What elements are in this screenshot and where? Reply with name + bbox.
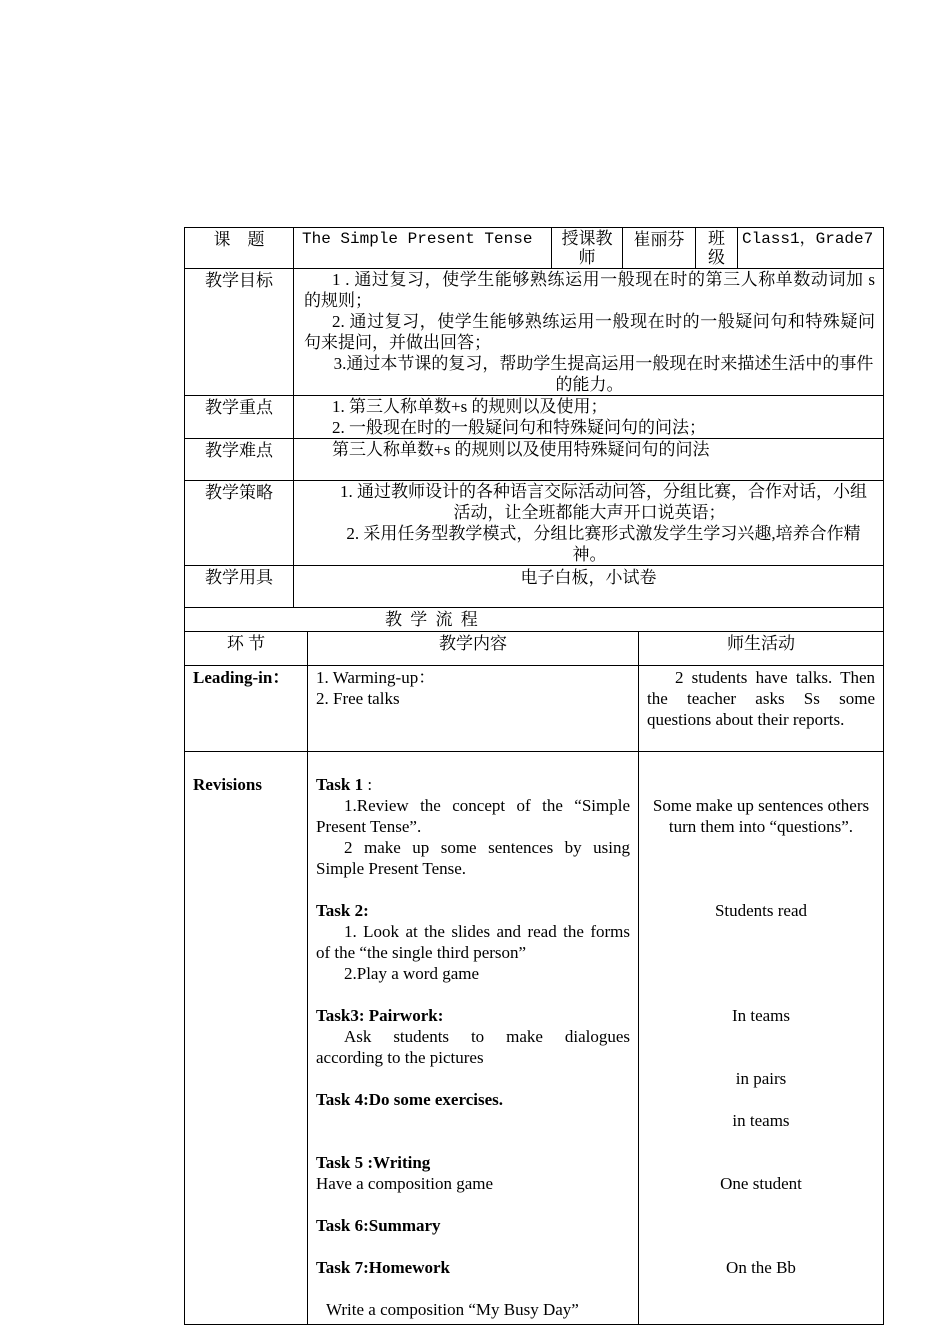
- task4-title: Task 4:Do some exercises.: [316, 1090, 503, 1109]
- revisions-row: [185, 752, 884, 1325]
- task2-line: 2.Play a word game: [344, 964, 480, 983]
- lesson-plan-sheet: [184, 227, 883, 1325]
- class-label: 班级: [696, 228, 738, 269]
- teacher-label: 授课教师: [552, 228, 623, 269]
- flow-title: 教 学 流 程: [185, 608, 884, 632]
- revisions-stage: Revisions: [185, 752, 308, 1325]
- key-points-row: [185, 396, 884, 439]
- activity-item: in pairs: [735, 1069, 787, 1088]
- task3-title: Task3: Pairwork:: [316, 1006, 444, 1025]
- lesson-info-table: [184, 227, 884, 632]
- task1-line: 2 make up some sentences by using Simple Present Tense.: [316, 838, 630, 878]
- key-point-item: 2. 一般现在时的一般疑问句和特殊疑问句的问法；: [332, 418, 706, 437]
- strategies-label: 教学策略: [185, 481, 294, 566]
- objectives-row: [185, 269, 884, 396]
- stage-header: 环 节: [185, 632, 308, 666]
- task1-colon: :: [363, 775, 373, 794]
- class-value: Class1，Grade7: [738, 228, 884, 269]
- teaching-flow-table: [184, 631, 884, 1325]
- key-point-item: 1. 第三人称单数+s 的规则以及使用；: [332, 397, 608, 416]
- activity-item: Some make up sentences others turn them into “questions”.: [652, 796, 870, 836]
- objective-item: 1 . 通过复习，使学生能够熟练运用一般现在时的第三人称单数动词加 s 的规则；: [304, 270, 875, 310]
- revisions-activity: [639, 752, 884, 1325]
- leading-in-item: 1. Warming-up：: [316, 668, 436, 687]
- task2-line: 1. Look at the slides and read the forms of the “the single third person”: [316, 922, 630, 962]
- objectives-content: [294, 269, 884, 396]
- revisions-content: [308, 752, 639, 1325]
- content-header: 教学内容: [308, 632, 639, 666]
- task5-title: Task 5 :Writing: [316, 1153, 431, 1172]
- strategies-content: [294, 481, 884, 566]
- task2-title: Task 2:: [316, 901, 369, 920]
- topic-value: The Simple Present Tense: [294, 228, 552, 269]
- difficulties-text: 第三人称单数+s 的规则以及使用特殊疑问句的问法: [332, 440, 710, 459]
- leading-in-content: [308, 666, 639, 752]
- topic-label: 课 题: [185, 228, 294, 269]
- task3-line: Ask students to make dialogues according to the pictures: [316, 1027, 630, 1067]
- leading-in-item: 2. Free talks: [316, 689, 400, 708]
- activity-item: In teams: [731, 1006, 791, 1025]
- activity-header: 师生活动: [639, 632, 884, 666]
- key-points-content: [294, 396, 884, 439]
- strategy-item: 2. 采用任务型教学模式，分组比赛形式激发学生学习兴趣,培养合作精神。: [346, 524, 861, 564]
- objective-item: 3.通过本节课的复习，帮助学生提高运用一般现在时来描述生活中的事件的能力。: [333, 354, 874, 394]
- flow-header-row: [185, 632, 884, 666]
- activity-item: On the Bb: [726, 1258, 796, 1277]
- difficulties-content: [294, 439, 884, 481]
- flow-title-row: [185, 608, 884, 632]
- strategy-item: 1. 通过教师设计的各种语言交际活动问答，分组比赛，合作对话，小组活动，让全班都能大声开口说英语；: [340, 482, 867, 522]
- activity-item: Students read: [714, 901, 808, 920]
- task7-title: Task 7:Homework: [316, 1258, 450, 1277]
- activity-item: One student: [720, 1174, 802, 1193]
- leading-in-stage: Leading-in：: [185, 666, 308, 752]
- difficulties-label: 教学难点: [185, 439, 294, 481]
- tools-content: 电子白板，小试卷: [294, 566, 884, 608]
- activity-item: in teams: [732, 1111, 790, 1130]
- difficulties-row: [185, 439, 884, 481]
- strategies-row: [185, 481, 884, 566]
- task7-line: Write a composition “My Busy Day”: [326, 1300, 579, 1319]
- task1-title: Task 1: [316, 775, 364, 794]
- tools-row: [185, 566, 884, 608]
- teacher-value: 崔丽芬: [623, 228, 696, 269]
- tools-label: 教学用具: [185, 566, 294, 608]
- objective-item: 2. 通过复习，使学生能够熟练运用一般现在时的一般疑问句和特殊疑问句来提问，并做出回答；: [304, 312, 875, 352]
- leading-in-row: [185, 666, 884, 752]
- task6-title: Task 6:Summary: [316, 1216, 441, 1235]
- key-points-label: 教学重点: [185, 396, 294, 439]
- task1-line: 1.Review the concept of the “Simple Present Tense”.: [316, 796, 630, 836]
- objectives-label: 教学目标: [185, 269, 294, 396]
- topic-row: [185, 228, 884, 269]
- leading-in-activity: 2 students have talks. Then the teacher asks Ss some questions about their reports.: [639, 666, 884, 752]
- task5-line: Have a composition game: [316, 1174, 494, 1193]
